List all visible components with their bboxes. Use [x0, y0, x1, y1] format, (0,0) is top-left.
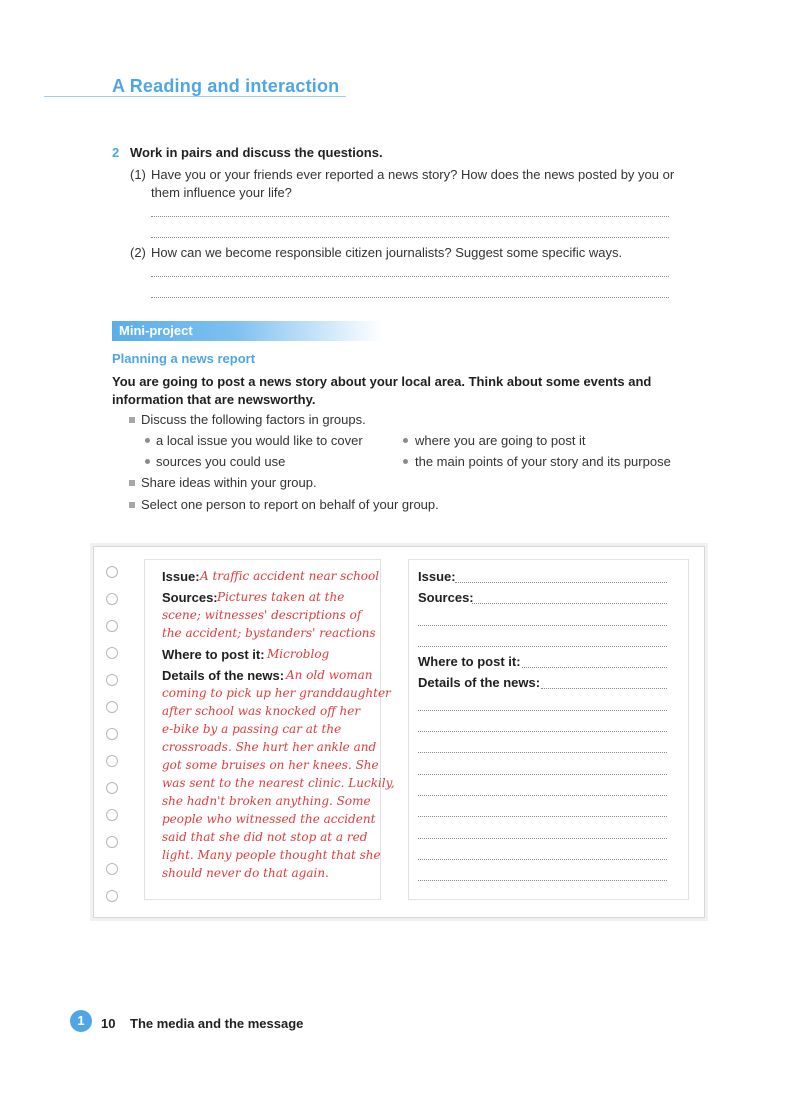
step-1: Discuss the following factors in groups. [141, 412, 366, 427]
square-bullet-icon [129, 502, 135, 508]
planning-subtitle: Planning a news report [112, 351, 256, 366]
bullet-dot-icon [145, 459, 150, 464]
example-where-value: Microblog [267, 647, 330, 661]
example-details-line: crossroads. She hurt her ankle and [162, 740, 377, 754]
binder-ring-icon [106, 782, 118, 794]
binder-ring-icon [106, 755, 118, 767]
example-details-line: e-bike by a passing car at the [162, 722, 342, 736]
binder-ring-icon [106, 836, 118, 848]
answer-line[interactable] [151, 276, 669, 277]
unit-badge: 1 [70, 1010, 92, 1032]
step-2: Share ideas within your group. [141, 475, 317, 490]
binder-ring-icon [106, 809, 118, 821]
form-details-input[interactable] [418, 880, 667, 881]
subquestion-1-number: (1) [130, 167, 146, 182]
square-bullet-icon [129, 417, 135, 423]
example-sources-line: scene; witnesses' descriptions of [162, 608, 362, 622]
form-issue-input[interactable] [455, 582, 667, 583]
answer-line[interactable] [151, 297, 669, 298]
factor-item: the main points of your story and its purpose [415, 454, 671, 469]
subquestion-1-line1: Have you or your friends ever reported a news story? How does the news posted by you or [151, 167, 675, 182]
form-issue-label: Issue: [418, 569, 456, 584]
example-sources-line: Pictures taken at the [217, 590, 345, 604]
form-sources-input[interactable] [418, 646, 667, 647]
form-details-input[interactable] [418, 838, 667, 839]
form-details-input[interactable] [418, 795, 667, 796]
example-details-line: after school was knocked off her [162, 704, 361, 718]
bullet-dot-icon [403, 438, 408, 443]
factor-item: a local issue you would like to cover [156, 433, 363, 448]
page-number: 10 [101, 1016, 116, 1031]
form-details-input[interactable] [418, 752, 667, 753]
example-sources-line: the accident; bystanders' reactions [162, 626, 376, 640]
example-sources-label: Sources: [162, 590, 218, 605]
example-details-line: was sent to the nearest clinic. Luckily, [162, 776, 395, 790]
example-details-line: said that she did not stop at a red [162, 830, 368, 844]
binder-ring-icon [106, 620, 118, 632]
mini-project-label: Mini-project [119, 323, 193, 338]
example-details-line: got some bruises on her knees. She [162, 758, 379, 772]
step-3: Select one person to report on behalf of your group. [141, 497, 439, 512]
binder-ring-icon [106, 701, 118, 713]
example-issue-label: Issue: [162, 569, 200, 584]
example-details-line: people who witnessed the accident [162, 812, 376, 826]
mini-project-intro: You are going to post a news story about your local area. Think about some events and information that are newsworthy. [112, 374, 652, 407]
subquestion-2-number: (2) [130, 245, 146, 260]
example-details-line: An old woman [286, 668, 373, 682]
form-details-input[interactable] [418, 774, 667, 775]
form-details-label: Details of the news: [418, 675, 541, 690]
form-details-input[interactable] [418, 816, 667, 817]
bullet-dot-icon [145, 438, 150, 443]
factor-item: where you are going to post it [415, 433, 586, 448]
unit-title: The media and the message [130, 1016, 304, 1031]
binder-ring-icon [106, 674, 118, 686]
form-where-input[interactable] [522, 667, 667, 668]
binder-ring-icon [106, 863, 118, 875]
example-details-label: Details of the news: [162, 668, 285, 683]
answer-line[interactable] [151, 237, 669, 238]
binder-ring-icon [106, 890, 118, 902]
blank-form-card [408, 559, 689, 900]
form-sources-input[interactable] [418, 625, 667, 626]
question-title: Work in pairs and discuss the questions. [130, 145, 383, 160]
subquestion-2-text: How can we become responsible citizen journalists? Suggest some specific ways. [151, 245, 623, 260]
form-details-input[interactable] [418, 731, 667, 732]
binder-ring-icon [106, 647, 118, 659]
example-details-line: she hadn't broken anything. Some [162, 794, 371, 808]
example-issue-value: A traffic accident near school [200, 569, 380, 583]
form-sources-label: Sources: [418, 590, 474, 605]
bullet-dot-icon [403, 459, 408, 464]
example-where-label: Where to post it: [162, 647, 265, 662]
example-details-line: light. Many people thought that she [162, 848, 381, 862]
factor-item: sources you could use [156, 454, 286, 469]
question-number: 2 [112, 145, 120, 160]
form-sources-input[interactable] [472, 603, 667, 604]
answer-line[interactable] [151, 216, 669, 217]
form-details-input[interactable] [541, 688, 667, 689]
binder-ring-icon [106, 593, 118, 605]
section-rule [44, 96, 346, 97]
binder-ring-icon [106, 728, 118, 740]
square-bullet-icon [129, 480, 135, 486]
example-details-line: coming to pick up her granddaughter [162, 686, 391, 700]
form-where-label: Where to post it: [418, 654, 521, 669]
subquestion-1-line2: them influence your life? [151, 185, 292, 200]
form-details-input[interactable] [418, 859, 667, 860]
form-details-input[interactable] [418, 710, 667, 711]
example-details-line: should never do that again. [162, 866, 329, 880]
binder-ring-icon [106, 566, 118, 578]
section-title: A Reading and interaction [112, 76, 340, 96]
